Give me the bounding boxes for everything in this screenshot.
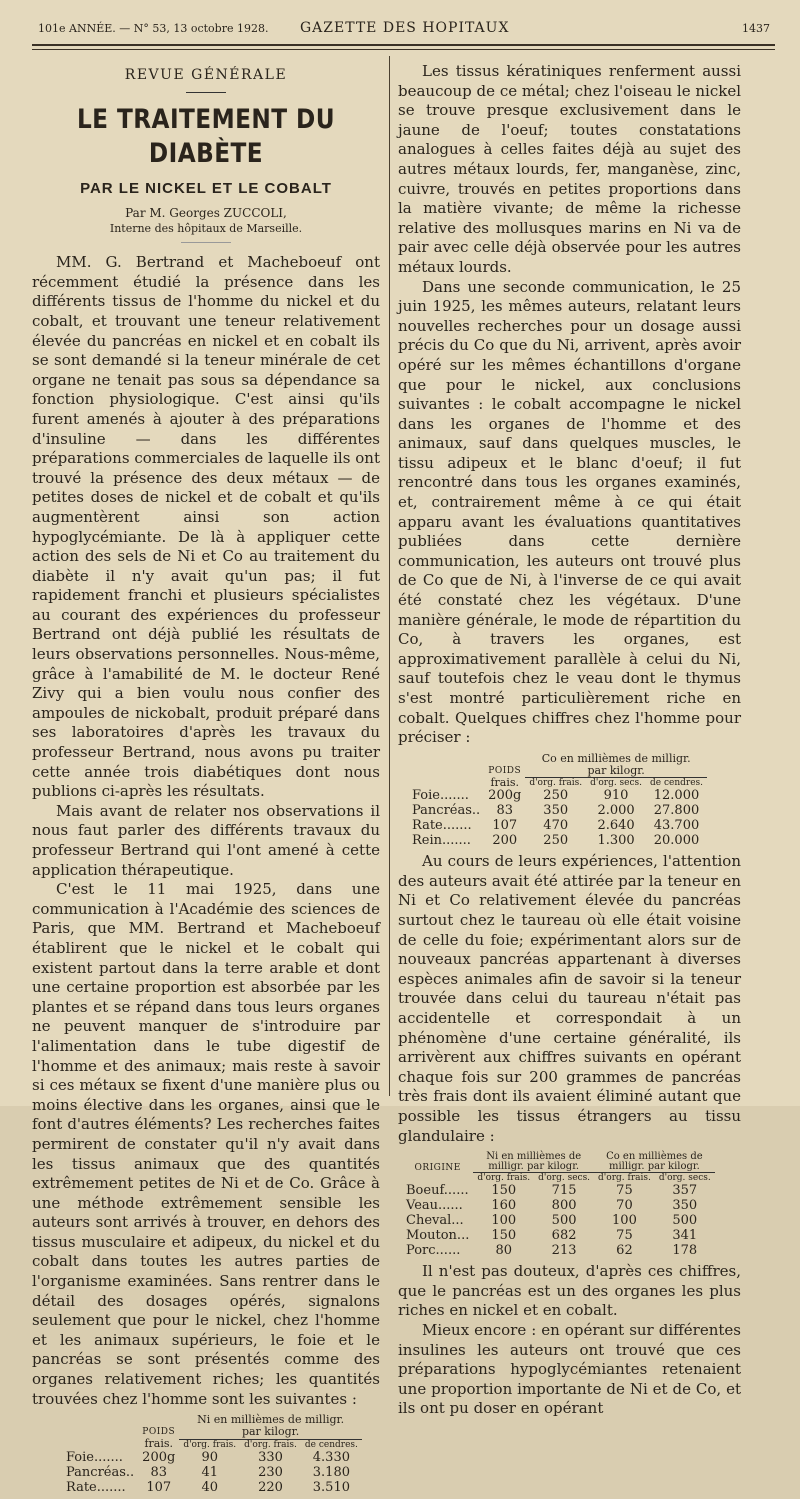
cell: 715 bbox=[551, 1183, 577, 1199]
col-header: d'org. secs. bbox=[658, 1173, 711, 1184]
cell: 150 bbox=[491, 1228, 517, 1244]
cell: 100 bbox=[491, 1213, 517, 1229]
cell: 100 bbox=[612, 1213, 637, 1229]
row-label: Rein....... bbox=[412, 833, 471, 849]
table-row bbox=[402, 1198, 715, 1213]
row-label: Rate....... bbox=[412, 818, 472, 834]
col-frais: frais. bbox=[144, 1437, 174, 1451]
cell: 470 bbox=[543, 818, 569, 834]
cell: 75 bbox=[616, 1183, 633, 1199]
row-label: Foie....... bbox=[412, 788, 469, 804]
cell: 90 bbox=[201, 1449, 218, 1465]
header-rule-thin bbox=[32, 49, 775, 50]
cell: 83 bbox=[496, 803, 514, 819]
table-row bbox=[408, 833, 707, 848]
cell: 80 bbox=[495, 1243, 513, 1259]
row-label: Foie....... bbox=[66, 1449, 123, 1465]
right-column bbox=[398, 62, 741, 1419]
cell: 200 bbox=[492, 833, 518, 849]
table-caption: Co en millièmes de milligr. bbox=[541, 751, 691, 765]
col-poids: POIDS bbox=[488, 765, 522, 776]
cobalt-table bbox=[408, 751, 707, 849]
cell: 83 bbox=[150, 1464, 168, 1480]
table-row bbox=[402, 1243, 715, 1258]
cell: 40 bbox=[201, 1479, 218, 1495]
col-frais: frais. bbox=[490, 776, 520, 790]
col-header: d'org. secs. bbox=[590, 778, 643, 789]
cell: 1.300 bbox=[597, 833, 635, 849]
row-label: Pancréas.. bbox=[412, 803, 481, 819]
row-label: Mouton... bbox=[406, 1228, 470, 1244]
cell: 2.000 bbox=[597, 803, 635, 819]
table-row bbox=[408, 803, 707, 818]
author-role: Interne des hôpitaux de Marseille. bbox=[109, 222, 303, 236]
cell: 357 bbox=[672, 1183, 698, 1199]
row-label: Rate....... bbox=[66, 1479, 126, 1495]
table-row bbox=[408, 818, 707, 833]
row-label: Veau...... bbox=[406, 1198, 463, 1214]
table-subcaption: par kilogr. bbox=[525, 764, 707, 778]
cell: 4.330 bbox=[312, 1449, 350, 1465]
cell: 682 bbox=[551, 1228, 577, 1244]
article-title: LE TRAITEMENT DU DIABÈTE bbox=[76, 103, 336, 169]
table-row bbox=[62, 1450, 362, 1465]
paragraph: C'est le 11 mai 1925, dans une communication à l'Académie des sciences de Paris, que MM. Bertrand et Macheboeuf établirent que le nickel et le cobalt qui existent partout dans la terre arable et dont une certaine proportion est absorbée par les plantes et se répand dans tous leurs organes ne peuvent manquer de s'introduire par l'alimentation dans le tube digestif de l'homme et des animaux; mais reste à savoir si ces métaux se fixent d'une manière plus ou moins élective dans les organes, ainsi que le font d'autres éléments? Les recherches faites permirent de constater qu'il n'y avait dans les tissus animaux que des quantités extrêmement petites de Ni et de Co. Grâce à une méthode extrêmement sensible les auteurs sont arrivés à trouver, en dehors des tissus musculaire et adipeux, du nickel et du cobalt dans toutes les autres parties de l'organisme examinées. Sans rentrer dans le détail des dosages opérés, signalons seulement que pour le nickel, chez l'homme et les animaux supérieurs, le foie et le pancréas se sont présentés comme des organes relativement riches; les quantités trouvées chez l'homme sont les suivantes : bbox=[32, 880, 380, 1408]
rubric: REVUE GÉNÉRALE bbox=[124, 67, 288, 83]
ni-caption: Ni en millièmes de milligr. par kilogr. bbox=[473, 1152, 594, 1173]
issue-info: 101e ANNÉE. — N° 53, 13 octobre 1928. bbox=[38, 22, 269, 35]
paragraph: Au cours de leurs expériences, l'attention des auteurs avait été attirée par la teneur en Ni et Co relativement élevée du pancréas surtout chez le taureau où elle était voisine de celle du foie; expérimentant alors sur de nouveaux pancréas appartenant à diverses espèces animales afin de savoir si la teneur trouvée dans celui du taureau n'était pas accidentelle et correspondait à un phénomène d'une certaine généralité, ils arrivèrent aux chiffres suivants en opérant chaque fois sur 200 grammes de pancréas très frais dont ils avaient éliminé autant que possible les tissus étrangers au tissu glandulaire : bbox=[398, 852, 741, 1145]
cell: 250 bbox=[543, 788, 569, 804]
row-label: Porc...... bbox=[406, 1243, 461, 1259]
cell: 500 bbox=[551, 1213, 577, 1229]
paragraph: Mieux encore : en opérant sur différentes insulines les auteurs ont trouvé que ces préparations hypoglycémiantes retenaient une proportion importante de Ni et de Co, et ils ont pu doser en opérant bbox=[398, 1320, 741, 1418]
cell: 3.180 bbox=[312, 1464, 350, 1480]
table-row bbox=[402, 1213, 715, 1228]
col-header: d'org. frais. bbox=[529, 778, 583, 789]
col-header: de cendres. bbox=[304, 1439, 358, 1450]
cell: 350 bbox=[672, 1198, 698, 1214]
cell: 43.700 bbox=[653, 818, 700, 834]
author-name: Par M. Georges ZUCCOLI, bbox=[125, 206, 287, 221]
col-header: d'org. frais. bbox=[477, 1173, 531, 1184]
cell: 41 bbox=[201, 1464, 218, 1480]
table-caption: Ni en millièmes de milligr. bbox=[197, 1413, 345, 1427]
cell: 330 bbox=[258, 1449, 283, 1465]
cell: 3.510 bbox=[312, 1479, 350, 1495]
running-header bbox=[0, 18, 800, 38]
col-poids: POIDS bbox=[142, 1427, 176, 1438]
cell: 150 bbox=[491, 1183, 517, 1199]
cell: 230 bbox=[258, 1464, 283, 1480]
cell: 20.000 bbox=[653, 833, 700, 849]
cell: 250 bbox=[543, 833, 569, 849]
byline-rule bbox=[181, 242, 231, 243]
table-subcaption: par kilogr. bbox=[179, 1425, 362, 1439]
col-header: d'org. secs. bbox=[538, 1173, 591, 1184]
rubric-rule bbox=[186, 92, 226, 93]
cell: 220 bbox=[258, 1479, 283, 1495]
table-row bbox=[62, 1480, 362, 1495]
cell: 910 bbox=[603, 788, 629, 804]
cell: 62 bbox=[616, 1243, 633, 1259]
cell: 500 bbox=[672, 1213, 698, 1229]
cell: 12.000 bbox=[653, 788, 700, 804]
cell: 800 bbox=[551, 1198, 577, 1214]
row-label: Cheval... bbox=[406, 1213, 464, 1229]
col-header: d'org. frais. bbox=[244, 1439, 297, 1450]
col-origin: ORIGINE bbox=[414, 1162, 461, 1173]
row-label: Pancréas.. bbox=[66, 1464, 135, 1480]
cell: 178 bbox=[672, 1243, 698, 1259]
table-row bbox=[408, 788, 707, 803]
cell: 200g bbox=[488, 788, 522, 804]
paragraph: Les tissus kératiniques renferment aussi beaucoup de ce métal; chez l'oiseau le nickel se trouve presque exclusivement dans le jaune de l'oeuf; toutes constatations analogues à celles faites déjà au sujet des autres métaux lourds, fer, manganèse, zinc, cuivre, trouvés en petites proportions dans la matière vivante; de même la richesse relative des mollusques marins en Ni va de pair avec celle déjà observée pour les autres métaux lourds. bbox=[398, 62, 741, 276]
row-label: Boeuf...... bbox=[406, 1183, 469, 1199]
column-divider bbox=[389, 56, 390, 1096]
left-column bbox=[32, 60, 380, 1499]
col-header: d'org. frais. bbox=[183, 1439, 237, 1450]
table-row bbox=[402, 1228, 715, 1243]
table-row bbox=[402, 1183, 715, 1198]
page-number: 1437 bbox=[742, 22, 770, 35]
cell: 2.640 bbox=[597, 818, 635, 834]
table-row bbox=[62, 1465, 362, 1480]
col-header: d'org. frais. bbox=[598, 1173, 651, 1184]
cell: 107 bbox=[146, 1479, 172, 1495]
cell: 213 bbox=[551, 1243, 577, 1259]
paragraph: Dans une seconde communication, le 25 juin 1925, les mêmes auteurs, relatant leurs nouvelles recherches pour un dosage aussi précis du Co que du Ni, arrivent, après avoir opéré sur les mêmes échantillons d'organe que pour le nickel, aux conclusions suivantes : le cobalt accompagne le nickel dans les organes de l'homme et des animaux, sauf dans quelques muscles, le tissu adipeux et le blanc d'oeuf; il fut rencontré dans tous les organes examinés, et, contrairement même à ce qui était apparu avant les évaluations quantitatives publiées dans cette dernière communication, les auteurs ont trouvé plus de Co que de Ni, à l'inverse de ce qui avait été constaté chez les végétaux. D'une manière générale, le mode de répartition du Co, à travers les organes, est approximativement parallèle à celui du Ni, sauf toutefois chez le veau dont le thymus s'est montré particulièrement riche en cobalt. Quelques chiffres chez l'homme pour préciser : bbox=[398, 277, 741, 747]
cell: 107 bbox=[492, 818, 518, 834]
cell: 160 bbox=[491, 1198, 517, 1214]
cell: 200g bbox=[142, 1449, 176, 1465]
byline bbox=[32, 206, 380, 236]
cell: 341 bbox=[672, 1228, 698, 1244]
paragraph: Il n'est pas douteux, d'après ces chiffres, que le pancréas est un des organes les plus riches en nickel et en cobalt. bbox=[398, 1262, 741, 1320]
journal-name: GAZETTE DES HOPITAUX bbox=[300, 20, 510, 36]
cell: 350 bbox=[543, 803, 569, 819]
article-subtitle: PAR LE NICKEL ET LE COBALT bbox=[80, 179, 332, 197]
header-rule-thick bbox=[32, 44, 775, 46]
paragraph: MM. G. Bertrand et Macheboeuf ont récemment étudié la présence dans les différents tissus de l'homme du nickel et du cobalt, et trouvant une teneur relativement élevée du pancréas en nickel et en cobalt ils se sont demandé si la teneur minérale de cet organe ne tenait pas sous sa dépendance sa fonction physiologique. C'est ainsi qu'ils furent amenés à ajouter à des préparations d'insuline — dans les différentes préparations commerciales de laquelle ils ont trouvé la présence des deux métaux — de petites doses de nickel et de cobalt et qu'ils augmentèrent ainsi son action hypoglycémiante. De là à appliquer cette action des sels de Ni et Co au traitement du diabète il n'y avait qu'un pas; il fut rapidement franchi et plusieurs spécialistes au courant des expériences du professeur Bertrand ont déjà publié les résultats de leurs observations personnelles. Nous-même, grâce à l'amabilité de M. le docteur René Zivy qui a bien voulu nous confier des ampoules de nickobalt, produit préparé dans ses laboratoires d'après les travaux du professeur Bertrand, nous avons pu traiter cette année trois diabétiques dont nous publions ci-après les résultats. bbox=[32, 253, 380, 801]
paragraph: Mais avant de relater nos observations il nous faut parler des différents travaux du professeur Bertrand qui l'ont amené à cette application thérapeutique. bbox=[32, 801, 380, 879]
origin-table bbox=[402, 1152, 715, 1258]
cell: 27.800 bbox=[653, 803, 700, 819]
col-header: de cendres. bbox=[650, 778, 703, 789]
cell: 75 bbox=[616, 1228, 633, 1244]
co-caption: Co en millièmes de milligr. par kilogr. bbox=[594, 1152, 715, 1173]
nickel-table bbox=[62, 1415, 362, 1495]
cell: 70 bbox=[616, 1198, 633, 1214]
